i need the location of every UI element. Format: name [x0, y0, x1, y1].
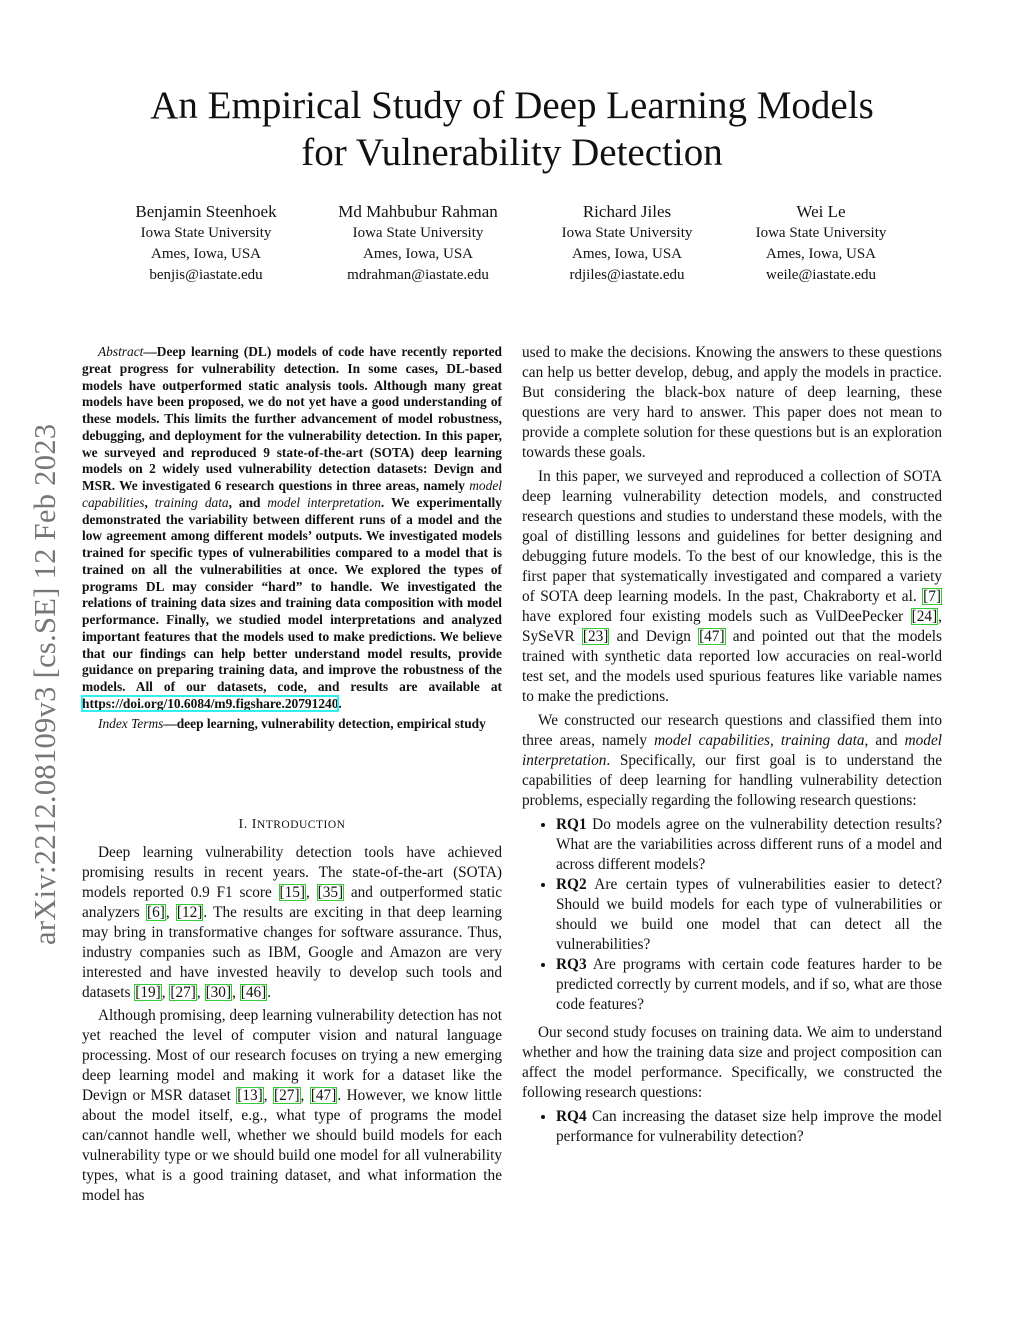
citation-link[interactable]: [13]: [237, 1087, 263, 1104]
doi-link[interactable]: https://doi.org/10.6084/m9.figshare.20791240: [82, 695, 339, 711]
author-block: [706, 201, 936, 285]
text-run: and pointed out that the models trained with synthetic data reported low accuracies on real-world test set, and the models used spurious features like variable names to make the predictions.: [522, 628, 942, 705]
text-run: ,: [306, 884, 317, 901]
bold-label: RQ3: [556, 956, 587, 973]
text-run: and outperformed static analyzers: [82, 884, 503, 921]
paragraph: [82, 716, 502, 733]
emphasis: training data: [780, 732, 865, 749]
text-run: ,: [161, 984, 170, 1001]
author-email: mdrahman@iastate.edu: [347, 266, 489, 283]
right-column: [522, 343, 942, 1155]
author-affiliation: Iowa State University: [755, 225, 887, 241]
bold-label: RQ2: [556, 876, 587, 893]
text-run: ,: [196, 984, 205, 1001]
text-run: .: [338, 695, 342, 711]
run-in-heading: Abstract: [98, 344, 144, 359]
author-name: Richard Jiles: [582, 202, 672, 221]
author-affiliation: Iowa State University: [140, 225, 272, 241]
citation-link[interactable]: [15]: [279, 884, 306, 901]
section-title-rest: NTRODUCTION: [256, 819, 346, 831]
citation-link[interactable]: [30]: [205, 984, 232, 1001]
text-run: Do models agree on the vulnerability detection results? What are the variabilities across different runs of a model and across different models?: [556, 816, 942, 873]
list-item: [556, 875, 942, 955]
text-run: ,: [263, 1087, 274, 1104]
citation-link[interactable]: [12]: [176, 904, 203, 921]
author-name: Md Mahbubur Rahman: [338, 202, 498, 221]
author-location: Ames, Iowa, USA: [766, 245, 876, 262]
text-run: ,: [144, 494, 155, 510]
text-run: In this paper, we surveyed and reproduced a collection of SOTA deep learning vulnerability detection models, and constructed research questions and studies to understand these models, with the goal of distilling lessons and guidelines for better designing and debugging future models. To the best of our knowledge, this is the first paper that systematically investigated and compared a variety of SOTA deep learning models. In the past, Chakraborty et al.: [522, 468, 942, 605]
text-run: , and: [228, 494, 268, 510]
text-run: , SySeVR: [522, 608, 942, 645]
abstract: [82, 344, 502, 735]
author-affiliation: Iowa State University: [561, 225, 693, 241]
right-paragraphs: [522, 343, 942, 811]
text-run: Can increasing the dataset size help improve the model performance for vulnerability detection?: [556, 1108, 942, 1145]
paragraph: [522, 343, 942, 463]
bold-label: RQ4: [556, 1108, 587, 1125]
text-run: .: [267, 984, 272, 1001]
author-email: rdjiles@iastate.edu: [569, 266, 685, 283]
section-title-initial: I: [251, 817, 257, 832]
paper-title: [0, 82, 1024, 176]
text-run: Our second study focuses on training data. We aim to understand whether and how the training data size and project composition can affect the model performance. Specifically, we constructed the following research questions:: [522, 1024, 942, 1101]
section-number: I.: [238, 817, 252, 832]
emphasis: model capabilities: [82, 478, 502, 510]
text-run: used to make the decisions. Knowing the answers to these questions can help us better develop, debug, and apply the models in practice. But considering the black-box nature of deep learning, these questions are very hard to answer. This paper does not mean to provide a complete solution for these questions but is an exploration towards these goals.: [522, 344, 942, 461]
paragraph: [82, 344, 502, 713]
text-run: Are programs with certain code features harder to be predicted correctly by current models, and if so, what are those code features?: [556, 956, 942, 1013]
list-item: [556, 955, 942, 1015]
text-run: and Devign: [609, 628, 699, 645]
text-run: ,: [232, 984, 240, 1001]
text-run: have explored four existing models such as VulDeePecker: [522, 608, 911, 625]
list-item: [556, 815, 942, 875]
author-email: weile@iastate.edu: [765, 266, 877, 283]
citation-link[interactable]: [27]: [274, 1087, 300, 1104]
text-run: ,: [769, 732, 781, 749]
citation-link[interactable]: [47]: [310, 1087, 337, 1104]
citation-link[interactable]: [27]: [170, 984, 196, 1001]
emphasis: training data: [154, 494, 229, 510]
citation-link[interactable]: [6]: [146, 904, 165, 921]
text-run: Deep learning vulnerability detection tools have achieved promising results in recent years. The state-of-the-art (SOTA) models reported 0.9 F1 score: [82, 844, 502, 901]
text-run: ,: [300, 1087, 310, 1104]
text-run: Are certain types of vulnerabilities easier to detect? Should we build models for each type of vulnerabilities or should we build one model that can detect all the vulnerabilities?: [556, 876, 942, 953]
research-question-list: [522, 1107, 942, 1147]
author-location: Ames, Iowa, USA: [572, 245, 682, 262]
author-block: [303, 201, 533, 285]
text-run: —deep learning, vulnerability detection, empirical study: [163, 715, 486, 731]
citation-link[interactable]: [7]: [923, 588, 941, 605]
author-location: Ames, Iowa, USA: [151, 245, 261, 262]
title-line: An Empirical Study of Deep Learning Models: [150, 84, 874, 127]
emphasis: model interpretation: [522, 732, 942, 769]
text-run: ,: [165, 904, 176, 921]
run-in-heading: Index Terms: [98, 715, 164, 731]
arxiv-stamp: arXiv:2212.08109v3 [cs.SE] 12 Feb 2023: [28, 423, 62, 945]
text-run: We constructed our research questions and classified them into three areas, namely: [522, 712, 942, 749]
citation-link[interactable]: [46]: [240, 984, 267, 1001]
introduction-left-column: [82, 843, 502, 1209]
paragraph: [522, 711, 942, 811]
paragraph: [82, 1006, 502, 1206]
citation-link[interactable]: [23]: [582, 628, 609, 645]
section-heading-introduction: [82, 817, 502, 833]
text-run: —Deep learning (DL) models of code have recently reported great progress for vulnerability detection. In some cases, DL-based models have outperformed static analysis tools. Although many great models have been proposed, we do not yet have a good understanding of these models. This limits the further advancement of model robustness, debugging, and deployment for the vulnerability detection. In this paper, we surveyed and reproduced 9 state-of-the-art (SOTA) deep learning models on 2 widely used vulnerability detection datasets: Devign and MSR. We investigated 6 research questions in three areas, namely: [82, 344, 502, 493]
text-run: . However, we know little about the model itself, e.g., what type of programs the model can/cannot handle well, whether we should build models for each vulnerability type or we should build one model for all vulnerability types, what is a good training dataset, and what information the model has: [82, 1087, 503, 1204]
author-email: benjis@iastate.edu: [149, 266, 263, 283]
text-run: , and: [864, 732, 905, 749]
emphasis: model interpretation: [267, 494, 381, 510]
paragraph: [82, 843, 502, 1003]
emphasis: model capabilities: [654, 732, 770, 749]
text-run: . Specifically, our first goal is to understand the capabilities of deep learning for handling vulnerability detection problems, especially regarding the following research questions:: [522, 752, 942, 809]
right-paragraphs: [522, 1023, 942, 1103]
citation-link[interactable]: [19]: [135, 984, 161, 1001]
paragraph: [522, 467, 942, 707]
text-run: . We experimentally demonstrated the variability between different runs of a model and the low agreement among different models’ outputs. We investigated models trained for specific types of vulnerabilities compared to a model that is trained on all the vulnerabilities at once. We explored the types of programs DL may consider “hard” to handle. We investigated the relations of training data sizes and training data composition with model performance. Finally, we studied model interpretations and analyzed important features that the models used to make predictions. We believe that our findings can help better understand model results, provide guidance on preparing training data, and improve the robustness of the models. All of our datasets, code, and results are available at: [82, 494, 502, 694]
list-item: [556, 1107, 942, 1147]
citation-link[interactable]: [47]: [699, 628, 725, 645]
text-run: Although promising, deep learning vulnerability detection has not yet reached the level of computer vision and natural language processing. Most of our research focuses on trying a new emerging deep learning model and making it work for a dataset like the Devign or MSR dataset: [82, 1007, 502, 1104]
author-affiliation: Iowa State University: [352, 225, 484, 241]
bold-label: RQ1: [556, 816, 587, 833]
text-run: . The results are exciting in that deep learning may bring in transformative changes for software assurance. Thus, industry companies such as IBM, Google and Amazon are very interested and have invested heavily to develop such tools and datasets: [82, 904, 503, 1001]
citation-link[interactable]: [35]: [317, 884, 344, 901]
title-line: for Vulnerability Detection: [301, 131, 723, 174]
citation-link[interactable]: [24]: [911, 608, 938, 625]
author-location: Ames, Iowa, USA: [363, 245, 473, 262]
author-name: Benjamin Steenhoek: [135, 202, 277, 221]
paragraph: [522, 1023, 942, 1103]
research-question-list: [522, 815, 942, 1015]
author-name: Wei Le: [796, 202, 846, 221]
author-block: [91, 201, 321, 285]
